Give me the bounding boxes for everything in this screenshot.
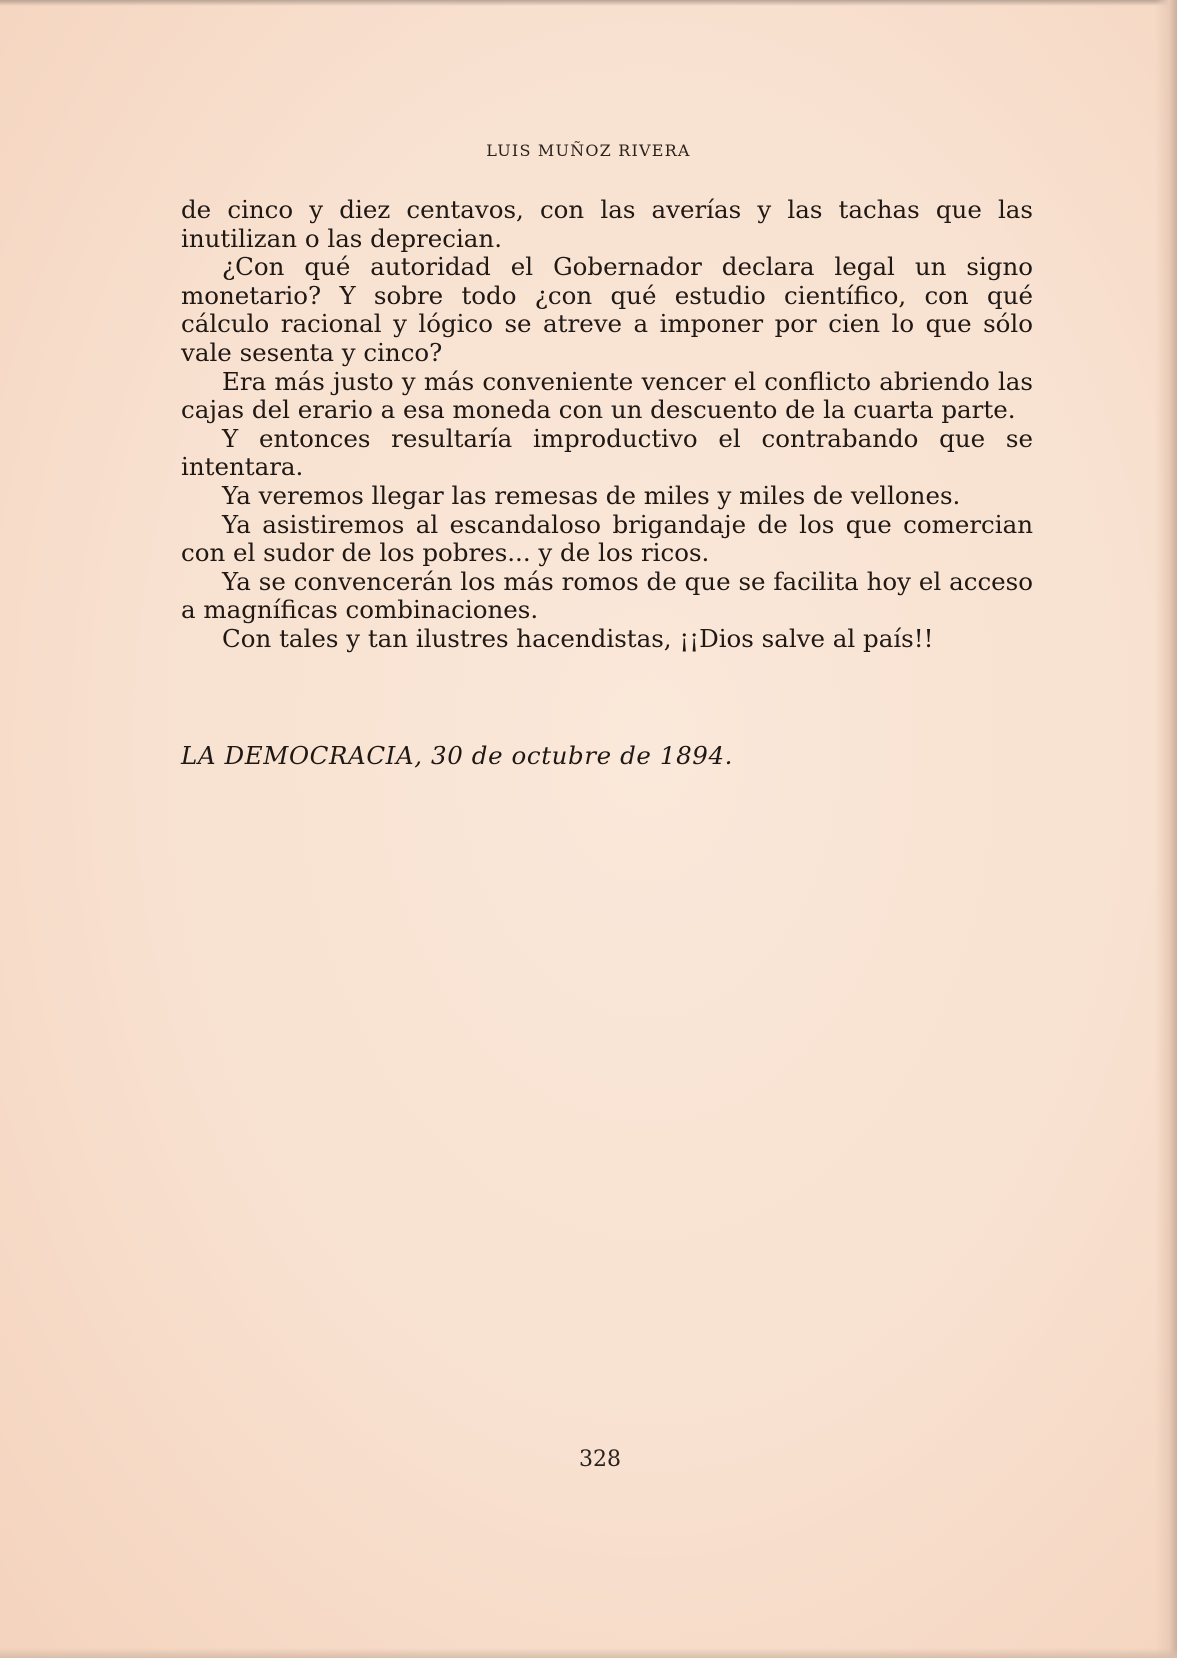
- page-bottom-edge: [0, 1648, 1177, 1658]
- source-citation: LA DEMOCRACIA, 30 de octubre de 1894.: [181, 741, 734, 770]
- paragraph: Ya asistiremos al escandaloso brigandaje de los que comercian con el sudor de los pobres... y de los ricos.: [181, 509, 1033, 568]
- paragraph: Ya veremos llegar las remesas de miles y miles de vellones.: [222, 480, 961, 510]
- paragraph: Ya se convencerán los más romos de que se facilita hoy el acceso a magníficas combinaciones.: [181, 566, 1033, 625]
- paragraph: Era más justo y más conveniente vencer el conflicto abriendo las cajas del erario a esa moneda con un descuento de la cuarta parte.: [181, 366, 1033, 425]
- paragraph: Y entonces resultaría improductivo el contrabando que se intentara.: [181, 423, 1033, 482]
- paragraph: Con tales y tan ilustres hacendistas, ¡¡Dios salve al país!!: [222, 623, 934, 653]
- article-body: [181, 196, 1033, 654]
- running-head: LUIS MUÑOZ RIVERA: [486, 141, 691, 160]
- page-top-edge: [0, 0, 1177, 6]
- paragraph: de cinco y diez centavos, con las averías y las tachas que las inutilizan o las deprecian.: [181, 195, 1033, 253]
- page-right-edge: [1155, 0, 1177, 1658]
- paragraph: ¿Con qué autoridad el Gobernador declara legal un signo monetario? Y sobre todo ¿con qué estudio científico, con qué cálculo racional y lógico se atreve a imponer por cien lo que sólo vale sesenta y cinco?: [181, 252, 1033, 367]
- page-number: 328: [579, 1447, 621, 1472]
